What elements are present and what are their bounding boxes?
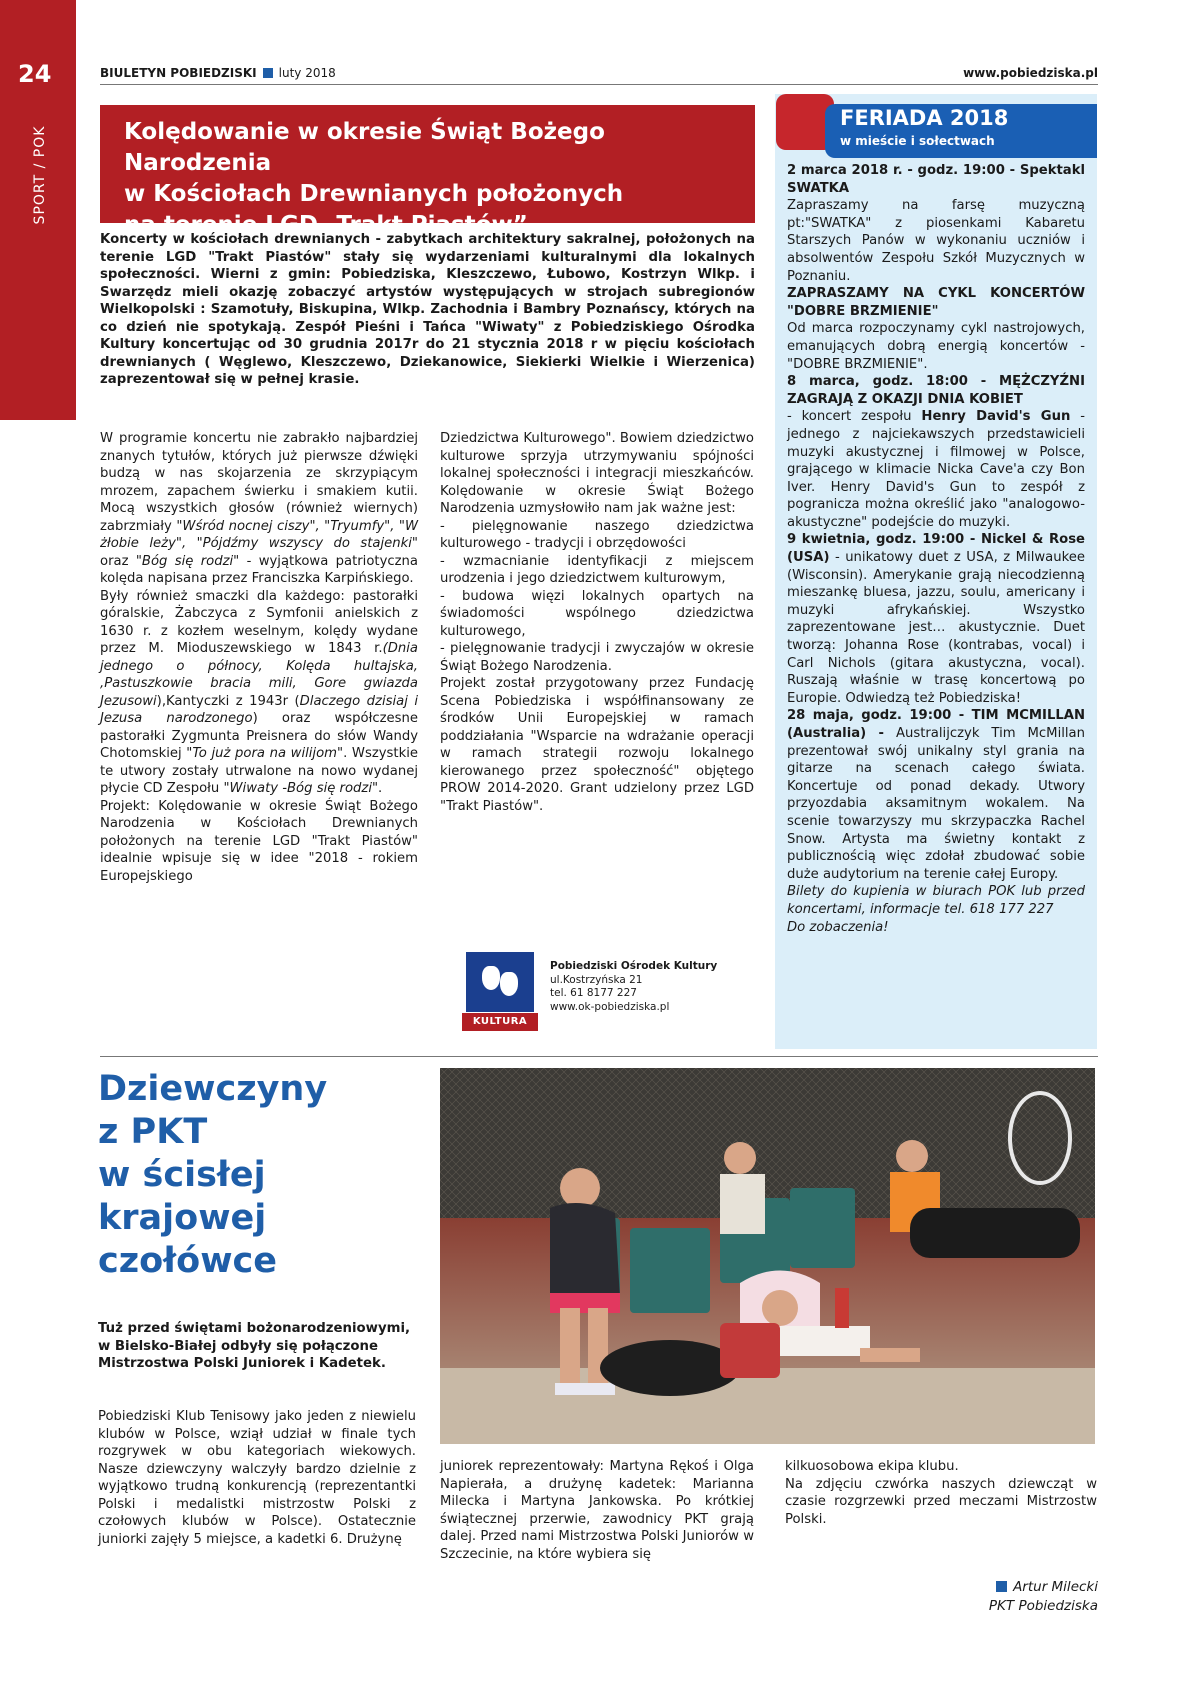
team-photo [440, 1068, 1095, 1444]
logo-label: KULTURA [462, 1013, 538, 1031]
closing-line: Do zobaczenia! [787, 919, 889, 935]
title-line: w Kościołach Drewnianych położonych [124, 181, 624, 207]
list-item: - wzmacnianie identyfikacji z miejscem urodzenia i jego dziedzictwem kulturowym, [440, 553, 754, 586]
pok-website[interactable]: www.ok-pobiedziska.pl [550, 1000, 670, 1013]
theatre-masks-icon [466, 952, 534, 1012]
section-label-box [22, 100, 58, 250]
author-club: PKT Pobiedziska [988, 1598, 1098, 1614]
pok-phone: tel. 61 8177 227 [550, 987, 637, 999]
paragraph: Pobiedziski Klub Tenisowy jako jeden z niewielu klubów w Polsce, wziął udział w finale tych rozgrywek w obu kategoriach wiekowych. Nasze dziewczyny walczyły bardzo dzielnie z wyjątkowo trudną konkurencją (reprezentantki Polski i medalistki mistrzostw Polski z czołowych klubów w Polsce). Ostatecznie juniorki zajęły 5 miejsce, a kadetki 6. Drużynę [98, 1409, 416, 1547]
mask-shape [500, 972, 518, 996]
article-title: Dziewczyny z PKT w ścisłej krajowej czołówce [98, 1069, 328, 1281]
title-line: Kolędowanie w okresie Świąt Bożego Narodzenia [124, 119, 605, 176]
issue-date: luty 2018 [278, 66, 336, 80]
author-name: Artur Milecki [1013, 1579, 1098, 1595]
article-column-1 [98, 1408, 416, 1548]
paragraph: juniorek reprezentowały: Martyna Rękoś i Olga Napierała, a drużynę kadetek: Marianna Milecka i Martyna Jankowska. Po krótkiej świątecznej przerwie, zawodnicy PKT grają dalej. Przed nami Mistrzostwa Polski Juniorów w Szczecinie, na które wybiera się [440, 1459, 754, 1562]
article-column-3 [785, 1458, 1097, 1528]
article-title-box [100, 105, 755, 238]
paragraph: Były również smaczki dla każdego: pastorałki góralskie, Żabczyca z Symfonii anielskich z 1630 r. z kozłem weselnym, kolędy wydane przez M. Mioduszewskiego w 1843 r.(Dnia jednego o północy, Kolęda hultajska, ,Pastuszkowie bracia mili, Gore gwiazda Jezusowi),Kantyczki z 1943r (Dlaczego dzisiaj i Jezusa narodzonego) oraz współczesne pastorałki Zygmunta Preisnera do słów Wandy Chotomskiej "To już pora na wilijom". Wszystkie te utwory zostały utrwalone na nowo wydanej płycie CD Zespołu "Wiwaty -Bóg się rodzi". [100, 588, 418, 796]
event-text: Od marca rozpoczynamy cykl nastrojowych, emanujących dobrą energią koncertów - "DOBRE BRZMIENIE". [787, 321, 1085, 372]
pok-address: ul.Kostrzyńska 21 [550, 973, 643, 986]
paragraph: kilkuosobowa ekipa klubu. [785, 1459, 959, 1474]
article-column-2 [440, 1458, 754, 1563]
event-text: - koncert zespołu Henry David's Gun - jednego z najciekawszych przedstawicieli muzyki akustycznej i filmowej w Polsce, grającego w klimacie Nicka Cave'a czy Bon Iver. Henry David's Gun to zespół z pogranicza można określić jako "analogowo-akustyczne" podejście do muzyki. [787, 409, 1086, 530]
list-item: - budowa więzi lokalnych opartych na świadomości wspólnego dziedzictwa kulturowego, [440, 588, 754, 639]
pok-name: Pobiedziski Ośrodek Kultury [550, 960, 718, 972]
square-bullet-icon [996, 1581, 1007, 1592]
article-lead: Koncerty w kościołach drewnianych - zabytkach architektury sakralnej, położonych na terenie LGD "Trakt Piastów" stały się wydarzeniami kulturalnymi dla lokalnych społeczności. Wierni z gmin: Pobiedziska, Kleszczewo, Łubowo, Kostrzyn Wlkp. i Swarzędz mieli okazję zobaczyć artystów występujących w strojach subregionów Wielkopolski : Szamotuły, Biskupina, Wlkp. Zachodnia i Bambry Poznańscy, których na co dzień nie spotykają. Zespół Pieśni i Tańca "Wiwaty" z Pobiedziskiego Ośrodka Kultury koncertując od 30 grudnia 2017r do 21 stycznia 2018 r w pięciu kościołach drewnianych ( Węglewo, Kleszczewo, Dziekanowice, Siekierki Wielkie i Wierzenica) zaprezentował się w pełnej krasie. [100, 232, 755, 387]
pok-contact [550, 960, 770, 1014]
pok-logo [462, 952, 538, 1032]
feriada-title: FERIADA 2018 [840, 106, 1009, 130]
paragraph: Projekt: Kolędowanie w okresie Świąt Bożego Narodzenia w Kościołach Drewnianych położonych na terenie LGD "Trakt Piastów" idealnie wpisuje się w idee "2018 - rokiem Europejskiego [100, 798, 418, 884]
author-credit [989, 1578, 1098, 1616]
paragraph: Na zdjęciu czwórka naszych dziewcząt w czasie rozgrzewki przed meczami Mistrzostw Polski. [785, 1476, 1097, 1527]
page-number: 24 [18, 60, 52, 88]
header-divider [100, 84, 1098, 85]
list-item: - pielęgnowanie naszego dziedzictwa kulturowego - tradycji i obrzędowości [440, 518, 754, 551]
tickets-info: Bilety do kupienia w biurach POK lub przed koncertami, informacje tel. 618 177 227 [787, 884, 1085, 917]
paragraph: Projekt został przygotowany przez Fundację Scena Pobiedziska i współfinansowany ze środków Unii Europejskiej w ramach poddziałania "Wsparcie na wdrażanie operacji w ramach strategii rozwoju lokalnego kierowanego przez społeczność" objętego PROW 2014-2020. Grant udzielony przez LGD "Trakt Piastów". [440, 676, 754, 814]
event-text: 9 kwietnia, godz. 19:00 - Nickel & Rose (USA) - unikatowy duet z USA, z Milwaukee (Wisconsin). Amerykanie grają niecodzienną mieszankę bluesa, jazzu, soulu, americany i muzyki afrykańskiej. Wszystko zaprezentowane jest… akustycznie. Duet tworzą: Johanna Rose (kontrabas, vocal) i Carl Nichols (gitara akustyczna, vocal). Ruszają właśnie w trasę koncertową po Europie. Odwiedzą też Pobiedziska! [787, 532, 1085, 706]
feriada-subtitle: w mieście i sołectwach [840, 134, 995, 148]
feriada-events [787, 162, 1085, 936]
event-heading: ZAPRASZAMY NA CYKL KONCERTÓW "DOBRE BRZMIENIE" [787, 286, 1085, 319]
paragraph: W programie koncertu nie zabrakło najbardziej znanych tytułów, których już pierwsze dźwięki budzą w nas skojarzenia ze skrzypiącym mrozem, zapachem świerku i smakiem kutii. Mocą wszystkich głosów (również wiernych) zabrzmiały "Wśród nocnej ciszy", "Tryumfy", "W żłobie leży", "Pójdźmy wszyscy do stajenki" oraz "Bóg się rodzi" - wyjątkowa patriotyczna kolęda napisana przez Franciszka Karpińskiego. [100, 431, 419, 586]
event-heading: 8 marca, godz. 18:00 - MĘŻCZYŹNI ZAGRAJĄ Z OKAZJI DNIA KOBIET [787, 374, 1085, 407]
article-lead: Tuż przed świętami bożonarodzeniowymi, w Bielsko-Białej odbyły się połączone Mistrzostwa Polski Juniorek i Kadetek. [98, 1321, 411, 1371]
mask-shape [482, 966, 500, 990]
section-divider [100, 1056, 1098, 1057]
article-column-2 [440, 430, 754, 815]
section-label: SPORT / POK [32, 125, 48, 225]
square-bullet-icon [263, 68, 273, 78]
event-text: 28 maja, godz. 19:00 - TIM MCMILLAN (Australia) - Australijczyk Tim McMillan prezentował swój unikalny styl grania na gitarze na scenach całego świata. Koncertuje od ponad dekady. Utwory przyozdabia aksamitnym wokalem. Na scenie towarzyszy mu skrzypaczka Rachel Snow. Artysta ma świetny kontakt z publicznością więc zdołał zbudować sobie duże audytorium na terenie całej Europy. [787, 708, 1085, 882]
list-item: - pielęgnowanie tradycji i zwyczajów w okresie Świąt Bożego Narodzenia. [440, 641, 754, 674]
publication-name: BIULETYN POBIEDZISKI [100, 66, 257, 80]
paragraph: Dziedzictwa Kulturowego". Bowiem dziedzictwo kulturowe sprzyja utrzymywaniu spójności lokalnej społeczności i integracji mieszkańców. Kolędowanie w okresie Świąt Bożego Narodzenia uzmysłowiło nam jak ważne jest: [440, 431, 754, 516]
header-publication [100, 66, 336, 80]
article-column-1 [100, 430, 418, 885]
event-text: Zapraszamy na farsę muzyczną pt:"SWATKA" z piosenkami Kabaretu Starszych Panów w wykonaniu uczniów i absolwentów Zespołu Szkół Muzycznych w Poznaniu. [787, 198, 1085, 284]
event-heading: 2 marca 2018 r. - godz. 19:00 - Spektakl SWATKA [787, 163, 1085, 196]
title-line: na terenie LGD „Trakt Piastów” [124, 212, 528, 238]
article-title [100, 105, 755, 241]
header-url[interactable]: www.pobiedziska.pl [963, 66, 1098, 80]
